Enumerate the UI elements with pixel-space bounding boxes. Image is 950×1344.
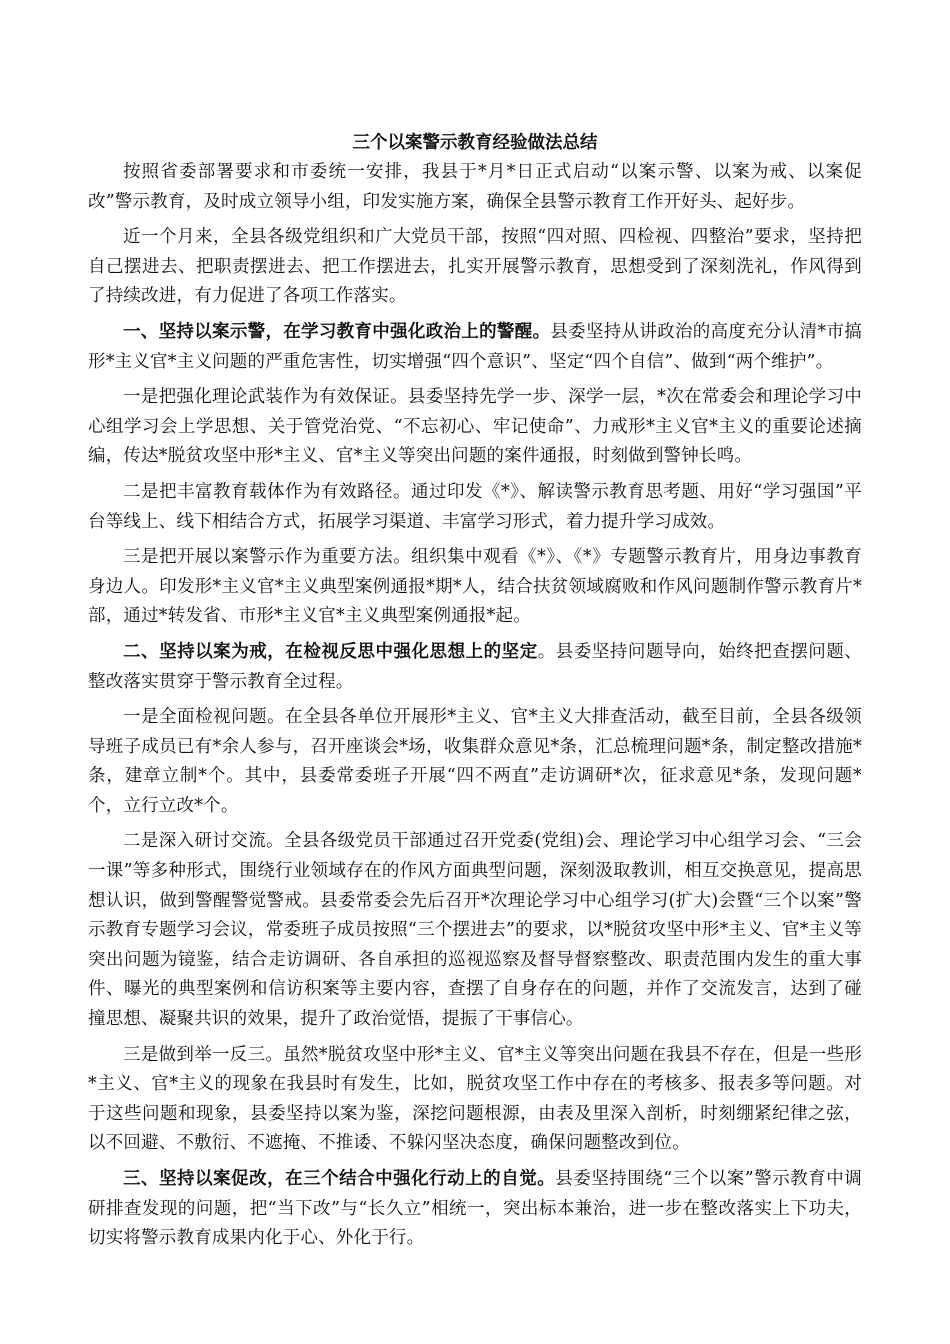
paragraph-text: 近一个月来，全县各级党组织和广大党员干部，按照“四对照、四检视、四整治”要求，坚持把自己摆进去、把职责摆进去、把工作摆进去，扎实开展警示教育，思想受到了深刻洗礼，作风得到了持续改进，有力促进了各项工作落实。 bbox=[88, 227, 862, 307]
paragraph bbox=[88, 478, 862, 537]
document-body bbox=[88, 158, 862, 1254]
document-title: 三个以案警示教育经验做法总结 bbox=[352, 133, 598, 153]
section-heading: 三、坚持以案促改，在三个结合中强化行动上的自觉。 bbox=[123, 1169, 556, 1189]
paragraph bbox=[88, 638, 862, 697]
paragraph bbox=[88, 1165, 862, 1254]
paragraph-text: 一是全面检视问题。在全县各单位开展形*主义、官*主义大排查活动，截至目前，全县各级领导班子成员已有*余人参与，召开座谈会*场，收集群众意见*条，汇总梳理问题*条，制定整改措施*条，建章立制*个。其中，县委常委班子开展“四不两直”走访调研*次，征求意见*条，发现问题*个，立行立改*个。 bbox=[88, 707, 862, 816]
paragraph bbox=[88, 223, 862, 312]
paragraph bbox=[88, 543, 862, 632]
paragraph-text: 县委坚持围绕“三个以案”警示教育中调研排查发现的问题，把“当下改”与“长久立”相统一，突出标本兼治，进一步在整改落实上下功夫，切实将警示教育成果内化于心、外化于行。 bbox=[88, 1169, 862, 1249]
paragraph bbox=[88, 703, 862, 821]
paragraph bbox=[88, 383, 862, 472]
paragraph bbox=[88, 827, 862, 1034]
paragraph-text: 三是把开展以案警示作为重要方法。组织集中观看《*》、《*》专题警示教育片，用身边事教育身边人。印发形*主义官*主义典型案例通报*期*人，结合扶贫领域腐败和作风问题制作警示教育片*部，通过*转发省、市形*主义官*主义典型案例通报*起。 bbox=[88, 547, 862, 627]
document-page bbox=[88, 128, 862, 1260]
paragraph-text: 三是做到举一反三。虽然*脱贫攻坚中形*主义、官*主义等突出问题在我县不存在，但是一些形*主义、官*主义的现象在我县时有发生，比如，脱贫攻坚工作中存在的考核多、报表多等问题。对于这些问题和现象，县委坚持以案为鉴，深挖问题根源，由表及里深入剖析，时刻绷紧纪律之弦，以不回避、不敷衍、不遮掩、不推诿、不躲闪坚决态度，确保问题整改到位。 bbox=[88, 1044, 862, 1154]
paragraph-text: 县委坚持从讲政治的高度充分认清*市搞形*主义官*主义问题的严重危害性，切实增强“四个意识”、坚定“四个自信”、做到“两个维护”。 bbox=[88, 321, 862, 372]
paragraph-text: 二是深入研讨交流。全县各级党员干部通过召开党委(党组)会、理论学习中心组学习会、“三会一课”等多种形式，围绕行业领域存在的作风方面典型问题，深刻汲取教训，相互交换意见，提高思想认识，做到警醒警觉警戒。县委常委会先后召开*次理论学习中心组学习(扩大)会暨“三个以案”警示教育专题学习会议，常委班子成员按照“三个摆进去”的要求，以*脱贫攻坚中形*主义、官*主义等突出问题为镜鉴，结合走访调研、各自承担的巡视巡察及督导督察整改、职责范围内发生的重大事件、曝光的典型案例和信访积案等主要内容，查摆了自身存在的问题，并作了交流发言，达到了碰撞思想、凝聚共识的效果，提升了政治觉悟，提振了干事信心。 bbox=[88, 831, 862, 1030]
section-heading: 一、坚持以案示警，在学习教育中强化政治上的警醒。 bbox=[123, 321, 551, 342]
paragraph bbox=[88, 1041, 862, 1159]
section-heading: 二、坚持以案为戒，在检视反思中强化思想上的坚定 bbox=[123, 641, 538, 662]
paragraph bbox=[88, 158, 862, 217]
paragraph-text: 按照省委部署要求和市委统一安排，我县于*月*日正式启动“以案示警、以案为戒、以案促改”警示教育，及时成立领导小组，印发实施方案，确保全县警示教育工作开好头、起好步。 bbox=[88, 162, 862, 212]
paragraph-text: 一是把强化理论武装作为有效保证。县委坚持先学一步、深学一层，*次在常委会和理论学习中心组学习会上学思想、关于管党治党、“不忘初心、牢记使命”、力戒形*主义官*主义的重要论述摘编，传达*脱贫攻坚中形*主义、官*主义等突出问题的案件通报，时刻做到警钟长鸣。 bbox=[88, 387, 862, 467]
paragraph bbox=[88, 318, 862, 377]
paragraph-text: 。县委坚持问题导向，始终把查摆问题、整改落实贯穿于警示教育全过程。 bbox=[88, 641, 862, 692]
paragraph-text: 二是把丰富教育载体作为有效路径。通过印发《*》、解读警示教育思考题、用好“学习强国”平台等线上、线下相结合方式，拓展学习渠道、丰富学习形式，着力提升学习成效。 bbox=[88, 481, 862, 532]
